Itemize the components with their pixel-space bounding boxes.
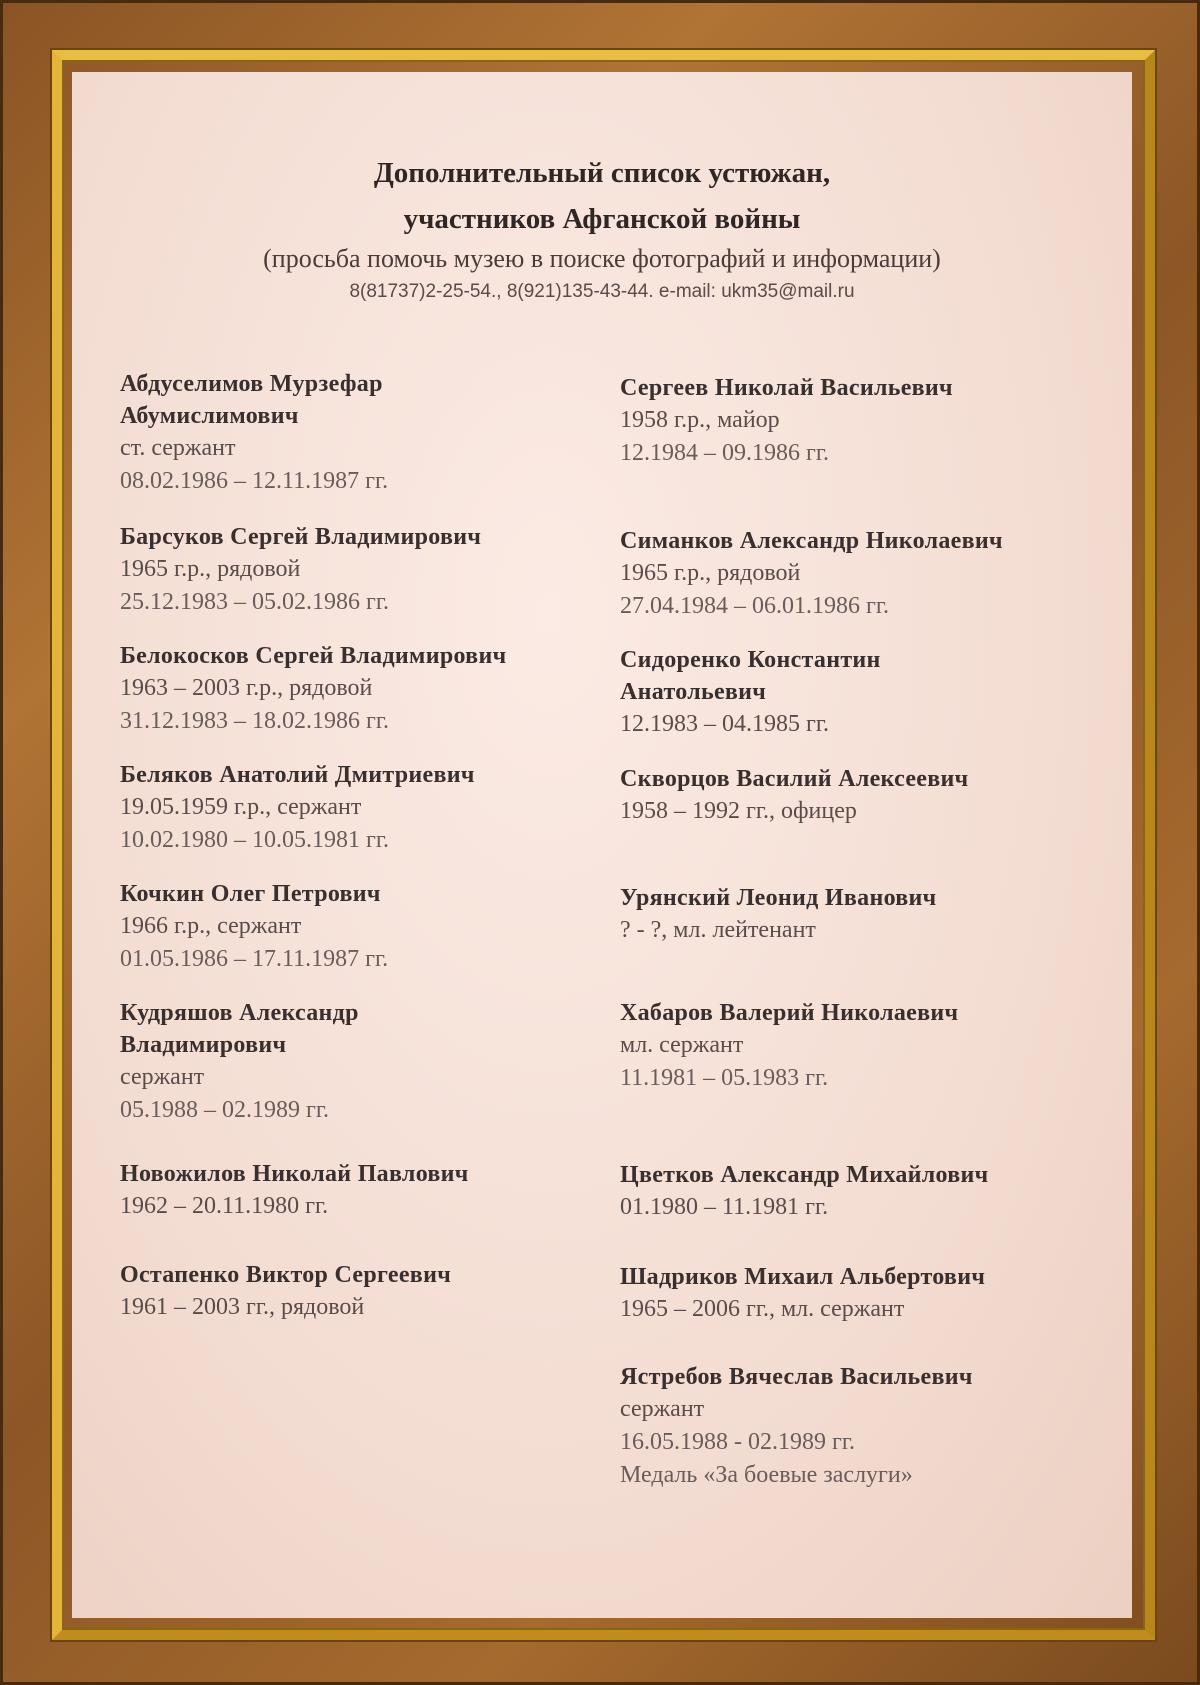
person-detail: 1958 – 1992 гг., офицер <box>620 798 857 824</box>
person-entry <box>120 759 620 857</box>
person-detail: ст. сержант <box>120 435 236 461</box>
person-name: Барсуков Сергей Владимирович <box>120 524 482 550</box>
subtitle: (просьба помочь музею в поиске фотографий и информации) <box>263 244 941 273</box>
person-detail: 1963 – 2003 г.р., рядовой <box>120 675 373 701</box>
person-entry <box>120 521 620 619</box>
person-name: Владимирович <box>120 1032 287 1058</box>
person-detail: 12.1983 – 04.1985 гг. <box>620 711 829 737</box>
paper-sheet <box>72 72 1132 1618</box>
person-detail: 1965 г.р., рядовой <box>120 556 301 582</box>
person-detail: 1962 – 20.11.1980 гг. <box>120 1193 329 1219</box>
person-name: Сергеев Николай Васильевич <box>620 375 953 401</box>
person-name: Кудряшов Александр <box>120 1000 359 1026</box>
header <box>72 150 1132 308</box>
person-name: Урянский Леонид Иванович <box>620 885 937 911</box>
person-entry <box>620 525 1120 623</box>
person-detail: 01.1980 – 11.1981 гг. <box>620 1194 829 1220</box>
person-entry <box>620 1361 1120 1492</box>
contacts: 8(81737)2-25-54., 8(921)135-43-44. e-mail: ukm35@mail.ru <box>349 281 855 302</box>
person-detail: 25.12.1983 – 05.02.1986 гг. <box>120 589 389 615</box>
person-detail: сержант <box>120 1064 205 1090</box>
person-detail: 11.1981 – 05.1983 гг. <box>620 1065 829 1091</box>
person-name: Скворцов Василий Алексеевич <box>620 766 969 792</box>
person-detail: 10.02.1980 – 10.05.1981 гг. <box>120 827 389 853</box>
person-entry <box>120 997 620 1127</box>
person-detail: 12.1984 – 09.1986 гг. <box>620 440 829 466</box>
person-detail: Медаль «За боевые заслуги» <box>620 1462 913 1488</box>
person-entry <box>620 1159 1120 1224</box>
person-entry <box>620 1261 1120 1326</box>
person-entry <box>120 368 620 498</box>
person-detail: 1961 – 2003 гг., рядовой <box>120 1294 365 1320</box>
person-detail: 1965 г.р., рядовой <box>620 560 801 586</box>
person-detail: ? - ?, мл. лейтенант <box>620 917 816 943</box>
person-detail: 05.1988 – 02.1989 гг. <box>120 1097 329 1123</box>
person-name: Абумислимович <box>120 403 299 429</box>
person-name: Шадриков Михаил Альбертович <box>620 1264 986 1290</box>
person-name: Абдуселимов Мурзефар <box>120 371 383 397</box>
person-detail: сержант <box>620 1396 705 1422</box>
person-name: Беляков Анатолий Дмитриевич <box>120 762 475 788</box>
person-detail: 1965 – 2006 гг., мл. сержант <box>620 1296 905 1322</box>
title-line-2: участников Афганской войны <box>403 203 801 235</box>
person-name: Анатольевич <box>620 679 767 705</box>
person-detail: 31.12.1983 – 18.02.1986 гг. <box>120 708 389 734</box>
person-entry <box>620 882 1120 947</box>
person-name: Симанков Александр Николаевич <box>620 528 1003 554</box>
person-name: Новожилов Николай Павлович <box>120 1161 469 1187</box>
person-name: Кочкин Олег Петрович <box>120 881 381 907</box>
person-detail: 1966 г.р., сержант <box>120 913 302 939</box>
person-name: Ястребов Вячеслав Васильевич <box>620 1364 973 1390</box>
person-detail: 01.05.1986 – 17.11.1987 гг. <box>120 946 389 972</box>
person-entry <box>620 644 1120 741</box>
person-name: Белокосков Сергей Владимирович <box>120 643 507 669</box>
person-entry <box>120 878 620 976</box>
person-name: Хабаров Валерий Николаевич <box>620 1000 959 1026</box>
person-entry <box>120 640 620 738</box>
title-line-1: Дополнительный список устюжан, <box>373 157 831 189</box>
person-detail: 08.02.1986 – 12.11.1987 гг. <box>120 468 389 494</box>
person-name: Остапенко Виктор Сергеевич <box>120 1262 452 1288</box>
person-detail: 16.05.1988 - 02.1989 гг. <box>620 1429 855 1455</box>
person-entry <box>120 1158 620 1223</box>
person-detail: 1958 г.р., майор <box>620 407 780 433</box>
person-entry <box>620 763 1120 828</box>
person-detail: 19.05.1959 г.р., сержант <box>120 794 362 820</box>
person-name: Сидоренко Константин <box>620 647 881 673</box>
person-entry <box>620 372 1120 470</box>
person-detail: 27.04.1984 – 06.01.1986 гг. <box>620 593 889 619</box>
person-detail: мл. сержант <box>620 1032 744 1058</box>
person-entry <box>620 997 1120 1095</box>
person-entry <box>120 1259 620 1324</box>
person-name: Цветков Александр Михайлович <box>620 1162 989 1188</box>
